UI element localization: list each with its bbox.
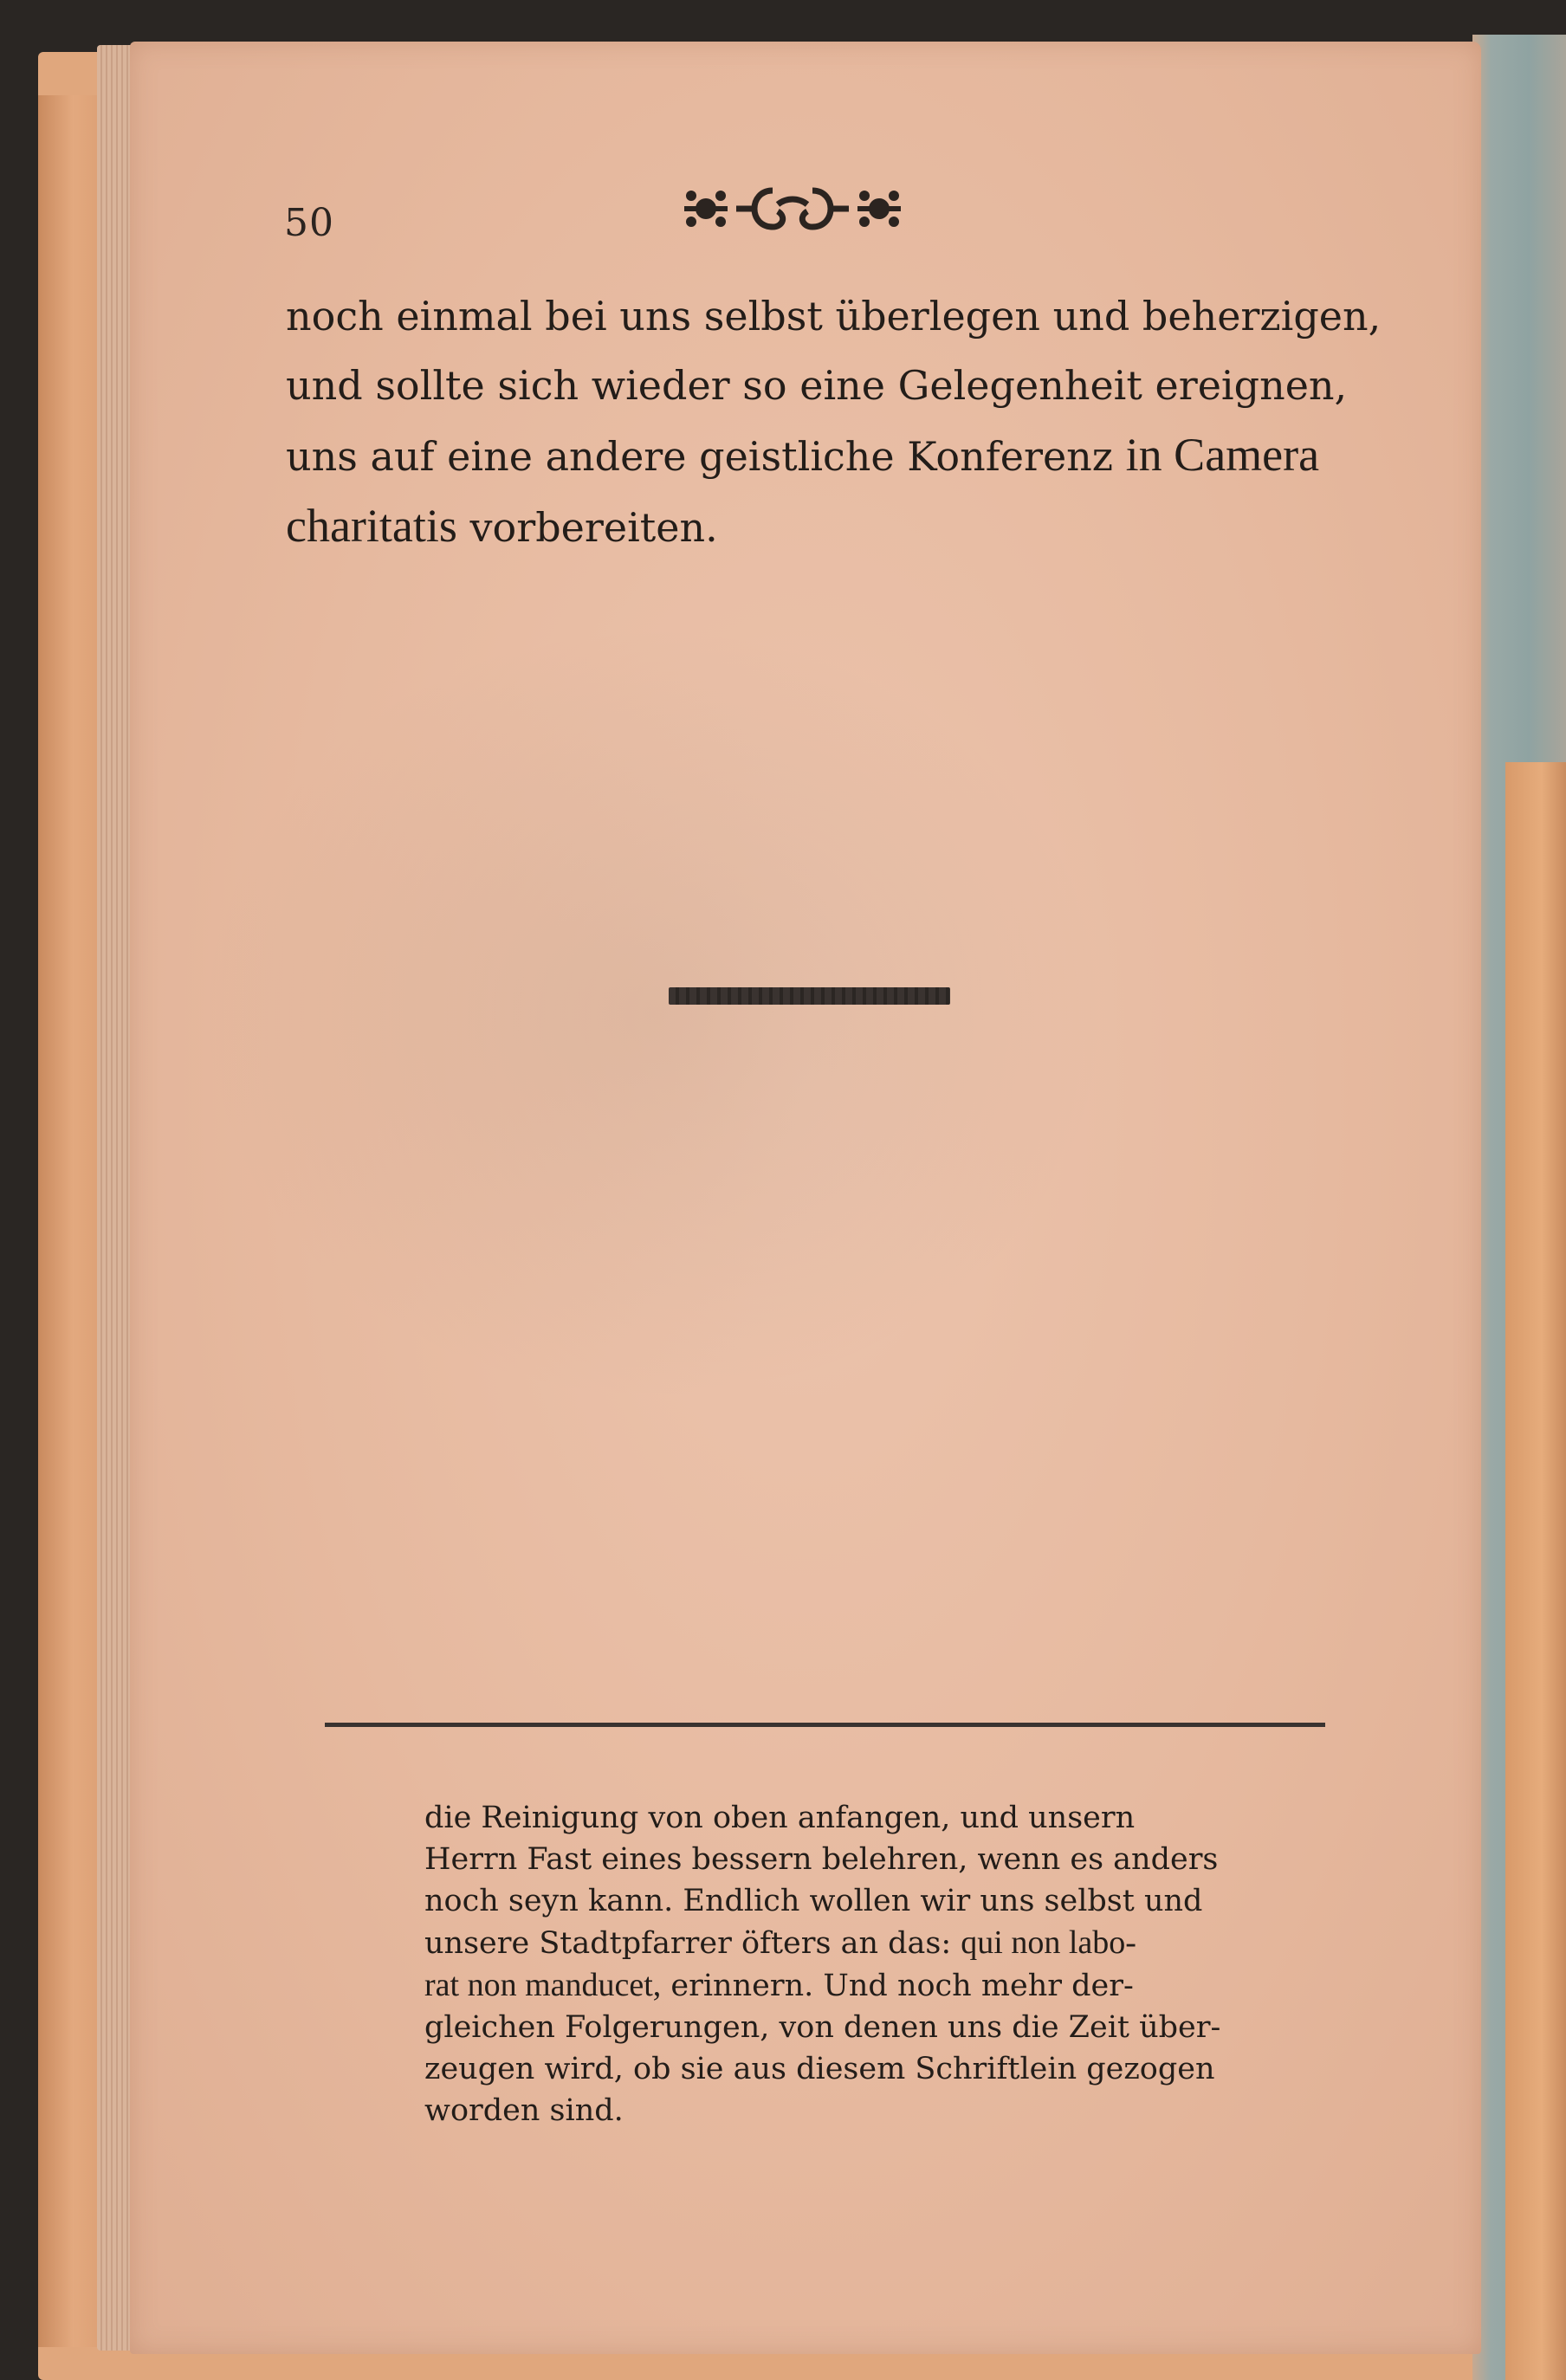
footnote-line xyxy=(424,1922,1343,1964)
footnote-line: gleichen Folgerungen, von denen uns die Zeit über- xyxy=(424,2010,1221,2045)
page-number: 50 xyxy=(284,201,334,245)
footnote-line: noch seyn kann. Endlich wollen wir uns selbst und xyxy=(424,1884,1203,1918)
footnote-line: die Reinigung von oben anfangen, und unsern xyxy=(424,1801,1136,1835)
text-segment: uns auf eine andere geistliche Konferenz xyxy=(286,433,1126,480)
latin-phrase: in Camera xyxy=(1125,429,1320,481)
bleed-through-shadow xyxy=(199,624,1109,1403)
latin-phrase: qui non labo- xyxy=(961,1924,1136,1961)
footnote xyxy=(424,1797,1343,2131)
main-paragraph xyxy=(286,281,1382,562)
text-line xyxy=(286,491,1291,562)
text-line: und sollte sich wieder so eine Gelegenheit ereignen, xyxy=(286,362,1348,409)
footnote-line xyxy=(424,1964,1343,2007)
latin-phrase: rat non manducet, xyxy=(424,1967,662,2003)
text-line: noch einmal bei uns selbst überlegen und beherzigen, xyxy=(286,293,1382,340)
text-segment: erinnern. Und noch mehr der- xyxy=(661,1969,1134,2003)
printer-ornament-icon xyxy=(676,178,909,239)
footnote-rule xyxy=(325,1723,1325,1727)
text-line xyxy=(286,420,1320,491)
footnote-line: worden sind. xyxy=(424,2093,624,2128)
cover-flap xyxy=(1505,762,1566,2380)
footnote-line: zeugen wird, ob sie aus diesem Schriftlein gezogen xyxy=(424,2052,1215,2086)
text-segment: vorbereiten. xyxy=(456,504,718,551)
text-segment: unsere Stadtpfarrer öfters an das: xyxy=(424,1926,961,1961)
footnote-line: Herrn Fast eines bessern belehren, wenn es anders xyxy=(424,1842,1219,1877)
section-end-bar xyxy=(669,987,950,1005)
latin-phrase: charitatis xyxy=(286,500,457,552)
